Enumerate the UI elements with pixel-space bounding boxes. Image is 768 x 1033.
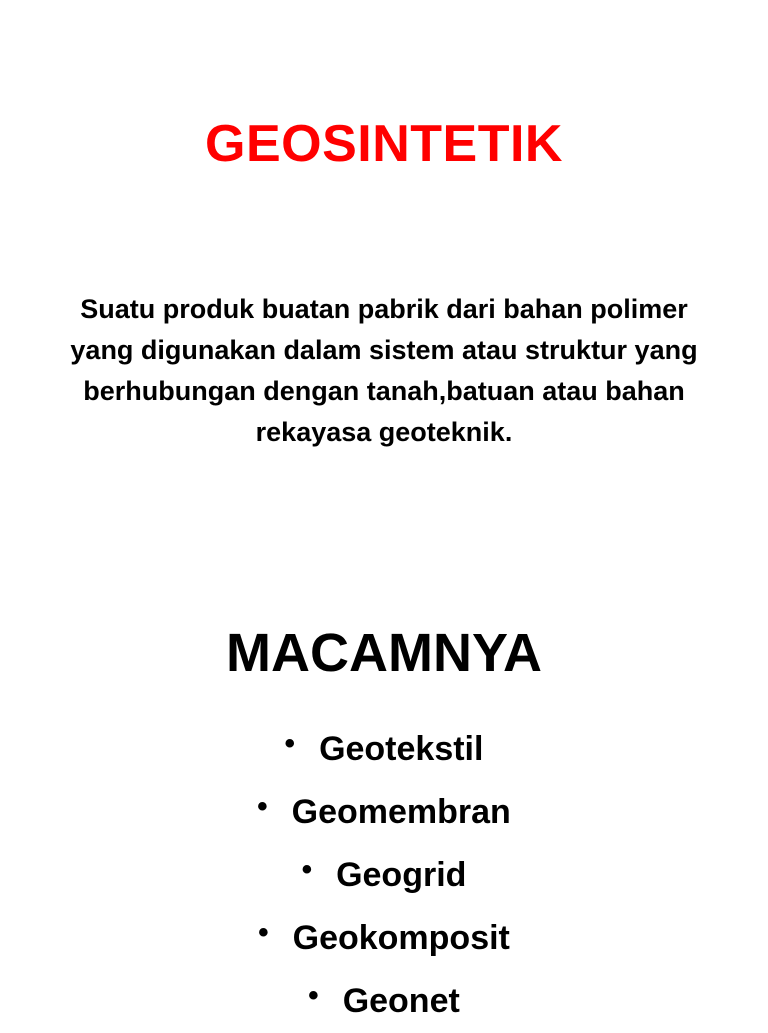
bullet-icon: • bbox=[308, 978, 319, 1012]
section-heading: MACAMNYA bbox=[225, 623, 542, 683]
slide-title: GEOSINTETIK bbox=[205, 115, 563, 173]
bullet-icon: • bbox=[284, 726, 296, 760]
list-item bbox=[0, 907, 768, 970]
slide-description: Suatu produk buatan pabrik dari bahan polimer yang digunakan dalam sistem atau struktur yang berhubungan dengan tanah,batuan atau bahan rekayasa geoteknik. bbox=[70, 294, 698, 447]
list-item-label: Geomembran bbox=[291, 793, 511, 831]
list-item-label: Geogrid bbox=[336, 856, 467, 894]
bullet-icon: • bbox=[258, 915, 269, 949]
list-item-label: Geokomposit bbox=[292, 919, 510, 957]
types-list bbox=[0, 718, 768, 1033]
list-item-label: Geotekstil bbox=[319, 730, 484, 768]
bullet-icon: • bbox=[257, 789, 268, 823]
list-item bbox=[0, 718, 768, 781]
list-item bbox=[0, 844, 768, 907]
list-item bbox=[0, 781, 768, 844]
bullet-icon: • bbox=[301, 852, 313, 886]
list-item-label: Geonet bbox=[342, 982, 460, 1020]
